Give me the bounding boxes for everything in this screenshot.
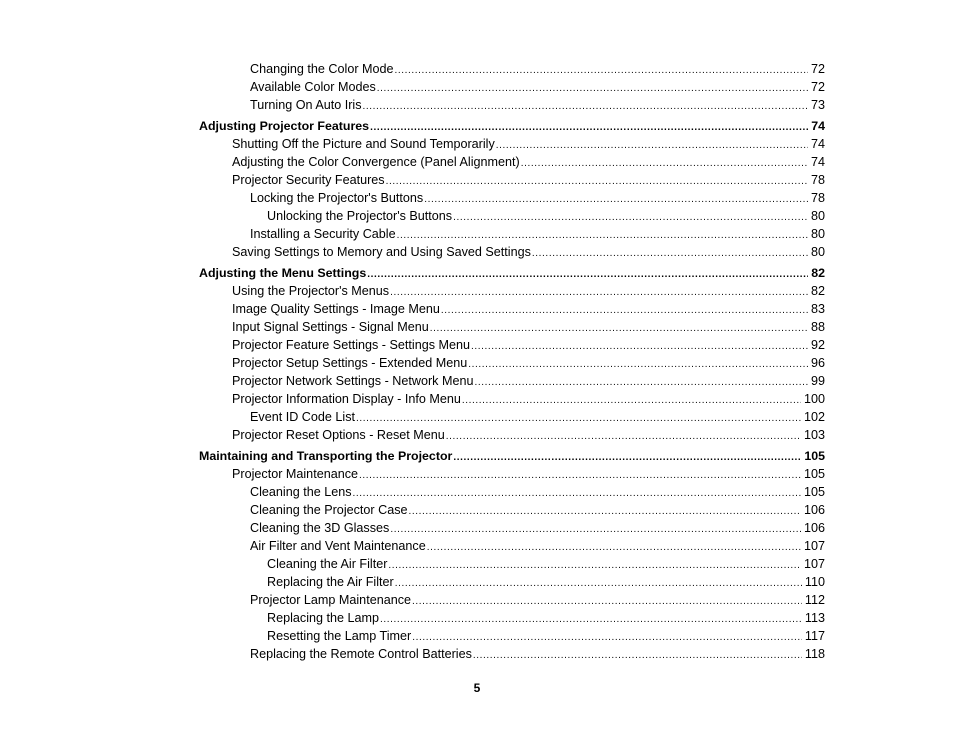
dot-leader — [390, 284, 808, 302]
toc-entry[interactable] — [199, 408, 825, 426]
toc-entry-page: 88 — [810, 320, 825, 334]
toc-entry-title: Maintaining and Transporting the Projector — [199, 449, 453, 463]
toc-entry-page: 72 — [810, 62, 825, 76]
toc-entry-title: Saving Settings to Memory and Using Saved Settings — [232, 245, 531, 259]
toc-entry-page: 80 — [810, 245, 825, 259]
dot-leader — [380, 611, 802, 629]
toc-entry-page: 78 — [810, 173, 825, 187]
toc-entry-page: 102 — [803, 410, 825, 424]
toc-chapter-entry[interactable] — [199, 447, 825, 465]
toc-entry-title: Adjusting the Menu Settings — [199, 266, 367, 280]
dot-leader — [412, 593, 802, 611]
toc-entry[interactable] — [199, 501, 825, 519]
toc-entry-title: Available Color Modes — [250, 80, 376, 94]
dot-leader — [386, 173, 808, 191]
dot-leader — [532, 245, 808, 263]
toc-entry-title: Input Signal Settings - Signal Menu — [232, 320, 429, 334]
toc-entry-page: 107 — [803, 539, 825, 553]
toc-entry-title: Replacing the Remote Control Batteries — [250, 647, 472, 661]
toc-entry-title: Shutting Off the Picture and Sound Temporarily — [232, 137, 495, 151]
toc-entry[interactable] — [199, 78, 825, 96]
toc-entry[interactable] — [199, 483, 825, 501]
toc-entry[interactable] — [199, 336, 825, 354]
toc-entry-title: Projector Information Display - Info Menu — [232, 392, 461, 406]
toc-entry-title: Resetting the Lamp Timer — [267, 629, 412, 643]
toc-entry-page: 106 — [803, 503, 825, 517]
dot-leader — [441, 302, 808, 320]
toc-entry-page: 113 — [804, 611, 825, 625]
toc-entry[interactable] — [199, 282, 825, 300]
toc-entry[interactable] — [199, 300, 825, 318]
toc-entry-page: 82 — [811, 266, 825, 280]
toc-entry-page: 80 — [810, 227, 825, 241]
dot-leader — [424, 191, 808, 209]
dot-leader — [359, 467, 801, 485]
toc-entry[interactable] — [199, 96, 825, 114]
dot-leader — [377, 80, 808, 98]
toc-entry-title: Turning On Auto Iris — [250, 98, 362, 112]
toc-entry-page: 105 — [804, 449, 825, 463]
toc-entry[interactable] — [199, 189, 825, 207]
dot-leader — [453, 449, 801, 467]
toc-entry[interactable] — [199, 372, 825, 390]
toc-entry-title: Adjusting Projector Features — [199, 119, 370, 133]
dot-leader — [473, 647, 802, 665]
toc-entry[interactable] — [199, 207, 825, 225]
toc-entry-title: Replacing the Air Filter — [267, 575, 394, 589]
toc-entry[interactable] — [199, 609, 825, 627]
toc-entry-page: 107 — [803, 557, 825, 571]
toc-entry-title: Projector Lamp Maintenance — [250, 593, 412, 607]
toc-entry[interactable] — [199, 573, 825, 591]
toc-entry-title: Cleaning the Lens — [250, 485, 352, 499]
toc-entry[interactable] — [199, 645, 825, 663]
toc-entry-title: Locking the Projector's Buttons — [250, 191, 424, 205]
toc-entry-page: 106 — [803, 521, 825, 535]
dot-leader — [468, 356, 808, 374]
toc-entry[interactable] — [199, 627, 825, 645]
dot-leader — [427, 539, 801, 557]
toc-entry-title: Installing a Security Cable — [250, 227, 396, 241]
toc-entry-title: Projector Maintenance — [232, 467, 359, 481]
toc-entry[interactable] — [199, 153, 825, 171]
toc-entry[interactable] — [199, 537, 825, 555]
toc-entry[interactable] — [199, 555, 825, 573]
toc-entry-page: 99 — [810, 374, 825, 388]
toc-entry-page: 92 — [810, 338, 825, 352]
dot-leader — [446, 428, 801, 446]
dot-leader — [453, 209, 808, 227]
toc-entry-page: 73 — [810, 98, 825, 112]
toc-entry-title: Image Quality Settings - Image Menu — [232, 302, 440, 316]
dot-leader — [409, 503, 801, 521]
toc-entry[interactable] — [199, 135, 825, 153]
page-number: 5 — [473, 681, 481, 695]
dot-leader — [388, 557, 801, 575]
toc-entry-title: Changing the Color Mode — [250, 62, 394, 76]
dot-leader — [390, 521, 801, 539]
toc-entry-title: Replacing the Lamp — [267, 611, 380, 625]
toc-entry-page: 74 — [810, 155, 825, 169]
toc-chapter-entry[interactable] — [199, 117, 825, 135]
toc-entry[interactable] — [199, 60, 825, 78]
dot-leader — [496, 137, 808, 155]
dot-leader — [471, 338, 808, 356]
toc-entry[interactable] — [199, 243, 825, 261]
toc-entry-title: Using the Projector's Menus — [232, 284, 390, 298]
toc-entry-title: Event ID Code List — [250, 410, 355, 424]
toc-entry[interactable] — [199, 591, 825, 609]
toc-entry[interactable] — [199, 318, 825, 336]
toc-entry-title: Projector Setup Settings - Extended Menu — [232, 356, 468, 370]
dot-leader — [395, 62, 808, 80]
toc-entry-title: Cleaning the Air Filter — [267, 557, 388, 571]
dot-leader — [462, 392, 801, 410]
toc-entry[interactable] — [199, 225, 825, 243]
toc-entry[interactable] — [199, 519, 825, 537]
toc-entry[interactable] — [199, 426, 825, 444]
table-of-contents — [199, 60, 825, 663]
toc-entry-page: 82 — [810, 284, 825, 298]
toc-entry[interactable] — [199, 354, 825, 372]
toc-entry-page: 110 — [804, 575, 825, 589]
dot-leader — [474, 374, 808, 392]
toc-entry-page: 74 — [811, 119, 825, 133]
toc-entry-page: 72 — [810, 80, 825, 94]
toc-entry-title: Adjusting the Color Convergence (Panel Alignment) — [232, 155, 520, 169]
dot-leader — [367, 266, 808, 284]
toc-entry-page: 100 — [803, 392, 825, 406]
toc-entry-title: Projector Reset Options - Reset Menu — [232, 428, 445, 442]
toc-entry-page: 78 — [810, 191, 825, 205]
toc-entry-title: Projector Feature Settings - Settings Menu — [232, 338, 470, 352]
dot-leader — [430, 320, 808, 338]
toc-entry-page: 112 — [804, 593, 825, 607]
toc-entry-title: Air Filter and Vent Maintenance — [250, 539, 426, 553]
toc-entry-page: 118 — [804, 647, 825, 661]
toc-entry-page: 117 — [804, 629, 825, 643]
dot-leader — [363, 98, 808, 116]
dot-leader — [395, 575, 802, 593]
toc-entry-page: 105 — [803, 467, 825, 481]
toc-entry-title: Projector Security Features — [232, 173, 385, 187]
dot-leader — [353, 485, 801, 503]
toc-entry-page: 83 — [810, 302, 825, 316]
toc-entry-title: Cleaning the Projector Case — [250, 503, 408, 517]
toc-entry-page: 105 — [803, 485, 825, 499]
toc-entry-title: Cleaning the 3D Glasses — [250, 521, 390, 535]
toc-entry-page: 80 — [810, 209, 825, 223]
toc-entry-page: 96 — [810, 356, 825, 370]
toc-entry-page: 103 — [803, 428, 825, 442]
dot-leader — [521, 155, 808, 173]
toc-entry-title: Projector Network Settings - Network Menu — [232, 374, 474, 388]
toc-entry[interactable] — [199, 465, 825, 483]
toc-entry[interactable] — [199, 171, 825, 189]
toc-entry-title: Unlocking the Projector's Buttons — [267, 209, 453, 223]
toc-entry[interactable] — [199, 390, 825, 408]
toc-chapter-entry[interactable] — [199, 264, 825, 282]
toc-entry-page: 74 — [810, 137, 825, 151]
